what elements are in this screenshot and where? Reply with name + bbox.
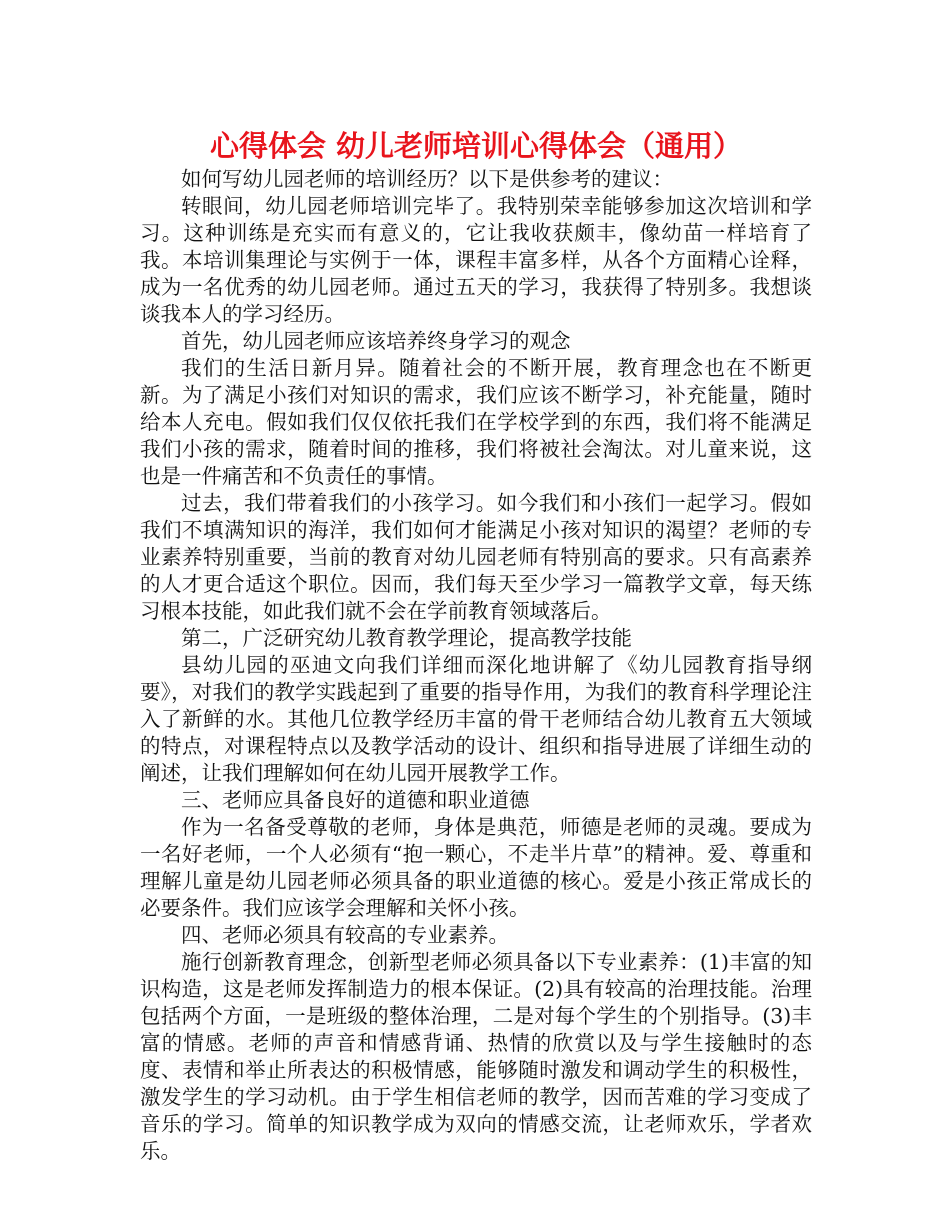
section-heading-lifelong-learning: 首先，幼儿园老师应该培养终身学习的观念 xyxy=(181,329,571,353)
document-page xyxy=(140,128,812,1165)
paragraph-professional-quality: 施行创新教育理念，创新型老师必须具备以下专业素养：(1)丰富的知识构造，这是老师发挥制造力的根本保证。(2)具有较高的治理技能。治理包括两个方面，一是班级的整体治理，二是对每个学生的个别指导。(3)丰富的情感。老师的声音和情感背诵、热情的欣赏以及与学生接触时的态度、表情和举止所表达的积极情感，能够随时激发和调动学生的积极性，激发学生的学习动机。由于学生相信老师的教学，因而苦难的学习变成了音乐的学习。简单的知识教学成为双向的情感交流，让老师欢乐，学者欢乐。 xyxy=(140,950,812,1163)
section-heading-teaching-theory: 第二，广泛研究幼儿教育教学理论，提高教学技能 xyxy=(181,626,632,650)
paragraph-teaching-theory: 县幼儿园的巫迪文向我们详细而深化地讲解了《幼儿园教育指导纲要》，对我们的教学实践起到了重要的指导作用，为我们的教育科学理论注入了新鲜的水。其他几位教学经历丰富的骨干老师结合幼儿教育五大领域的特点，对课程特点以及教学活动的设计、组织和指导进展了详细生动的阐述，让我们理解如何在幼儿园开展教学工作。 xyxy=(140,653,812,785)
section-heading-ethics: 三、老师应具备良好的道德和职业道德 xyxy=(181,788,530,812)
paragraph-opening: 转眼间，幼儿园老师培训完毕了。我特别荣幸能够参加这次培训和学习。这种训练是充实而有意义的，它让我收获颇丰，像幼苗一样培育了我。本培训集理论与实例于一体，课程丰富多样，从各个方面精心诠释，成为一名优秀的幼儿园老师。通过五天的学习，我获得了特别多。我想谈谈我本人的学习经历。 xyxy=(140,194,812,326)
section-heading-professional-quality: 四、老师必须具有较高的专业素养。 xyxy=(181,923,509,947)
paragraph-ethics: 作为一名备受尊敬的老师，身体是典范，师德是老师的灵魂。要成为一名好老师，一个人必须有“抱一颗心，不走半片草”的精神。爱、尊重和理解儿童是幼儿园老师必须具备的职业道德的核心。爱是小孩正常成长的必要条件。我们应该学会理解和关怀小孩。 xyxy=(140,815,812,920)
document-title: 心得体会 幼儿老师培训心得体会（通用） xyxy=(209,129,743,163)
paragraph-lifelong-learning-1: 我们的生活日新月异。随着社会的不断开展，教育理念也在不断更新。为了满足小孩们对知识的需求，我们应该不断学习，补充能量，随时给本人充电。假如我们仅仅依托我们在学校学到的东西，我们将不能满足我们小孩的需求，随着时间的推移，我们将被社会淘汰。对儿童来说，这也是一件痛苦和不负责任的事情。 xyxy=(140,356,812,488)
paragraph-intro: 如何写幼儿园老师的培训经历？以下是供参考的建议： xyxy=(181,167,673,191)
paragraph-lifelong-learning-2: 过去，我们带着我们的小孩学习。如今我们和小孩们一起学习。假如我们不填满知识的海洋，我们如何才能满足小孩对知识的渴望？老师的专业素养特别重要，当前的教育对幼儿园老师有特别高的要求。只有高素养的人才更合适这个职位。因而，我们每天至少学习一篇教学文章，每天练习根本技能，如此我们就不会在学前教育领域落后。 xyxy=(140,491,812,623)
